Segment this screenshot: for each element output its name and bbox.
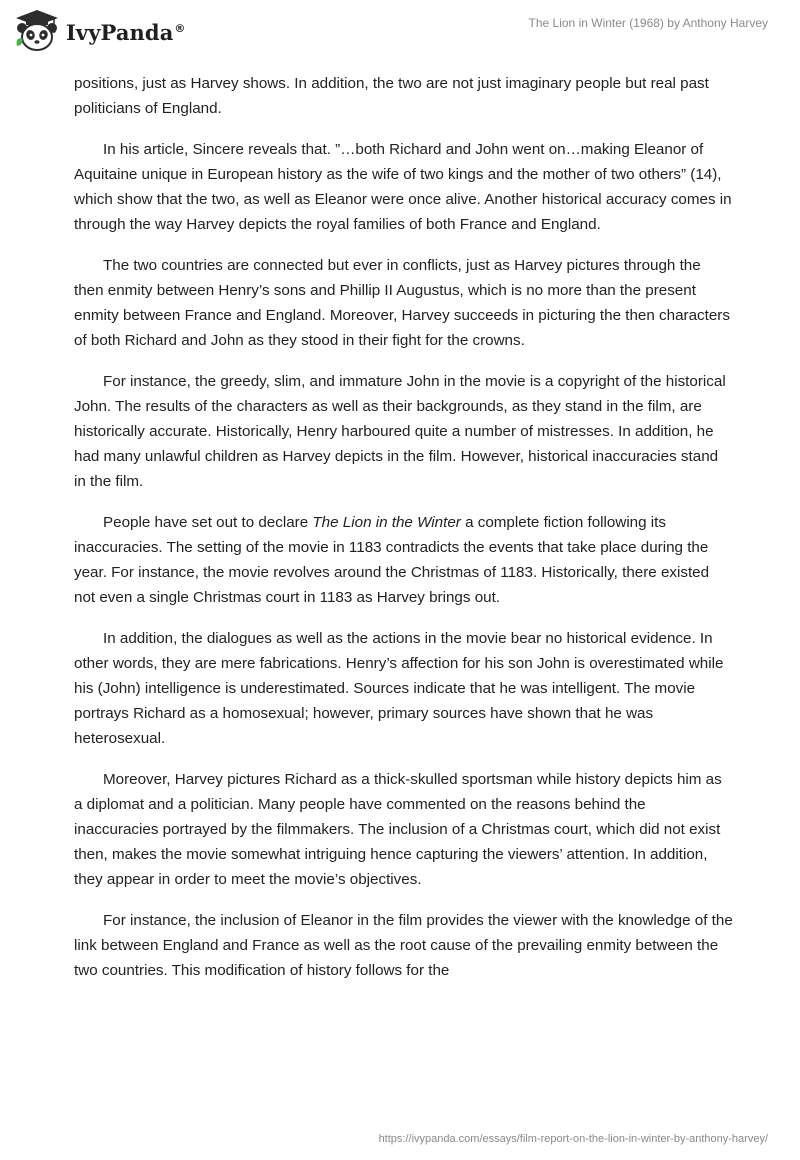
logo-wordmark: IvyPanda®: [66, 19, 186, 45]
paragraph-text: a complete fiction following its inaccuracies. The setting of the movie in 1183 contradicts the events that take place during the year. For instance, the movie revolves around the Christmas of 1183. Historically, there existed not even a single Christmas court in 1183 as Harvey brings out.: [74, 514, 710, 606]
panda-graduate-icon: [14, 8, 60, 52]
page-header: [0, 0, 800, 60]
paragraph: In his article, Sincere reveals that. ”…both Richard and John went on…making Eleanor of Aquitaine unique in European history as the wife of two kings and the mother of two others” (14), which show that the two, as well as Eleanor were once alive. Another historical accuracy comes in through the way Harvey depicts the royal families of both France and England.: [74, 141, 732, 233]
registered-mark: ®: [174, 21, 186, 35]
paragraph: The two countries are connected but ever in conflicts, just as Harvey pictures through the then enmity between Henry’s sons and Phillip II Augustus, which is no more than the present enmity between France and England. Moreover, Harvey succeeds in picturing the then characters of both Richard and John as they stood in their fight for the crowns.: [74, 257, 730, 349]
paragraph: In addition, the dialogues as well as the actions in the movie bear no historical evidence. In other words, they are mere fabrications. Henry’s affection for his son John is overestimated while his (John) intelligence is underestimated. Sources indicate that he was intelligent. The movie portrays Richard as a homosexual; however, primary sources have shown that he was heterosexual.: [74, 630, 724, 747]
paragraph: positions, just as Harvey shows. In addition, the two are not just imaginary people but real past politicians of England.: [74, 75, 709, 117]
ivypanda-logo[interactable]: [14, 8, 186, 52]
paragraph: [74, 510, 734, 610]
paragraph: For instance, the inclusion of Eleanor in the film provides the viewer with the knowledge of the link between England and France as well as the root cause of the prevailing enmity between the two countries. This modification of history follows for the: [74, 912, 733, 979]
film-title: The Lion in the Winter: [312, 514, 461, 531]
paragraph: Moreover, Harvey pictures Richard as a thick-skulled sportsman while history depicts him as a diplomat and a politician. Many people have commented on the reasons behind the inaccuracies portrayed by the filmmakers. The inclusion of a Christmas court, which did not exist then, makes the movie somewhat intriguing hence capturing the viewers’ attention. In addition, they appear in order to meet the movie’s objectives.: [74, 771, 722, 888]
document-title: The Lion in Winter (1968) by Anthony Harvey: [528, 16, 768, 30]
paragraph-text: People have set out to declare: [103, 514, 313, 531]
paragraph: For instance, the greedy, slim, and immature John in the movie is a copyright of the historical John. The results of the characters as well as their backgrounds, as they stand in the film, are historically accurate. Historically, Henry harboured quite a number of mistresses. In addition, he had many unlawful children as Harvey depicts in the film. However, historical inaccuracies stand in the film.: [74, 373, 726, 490]
source-url[interactable]: https://ivypanda.com/essays/film-report-on-the-lion-in-winter-by-anthony-harvey/: [378, 1133, 768, 1145]
essay-body: [74, 71, 734, 999]
